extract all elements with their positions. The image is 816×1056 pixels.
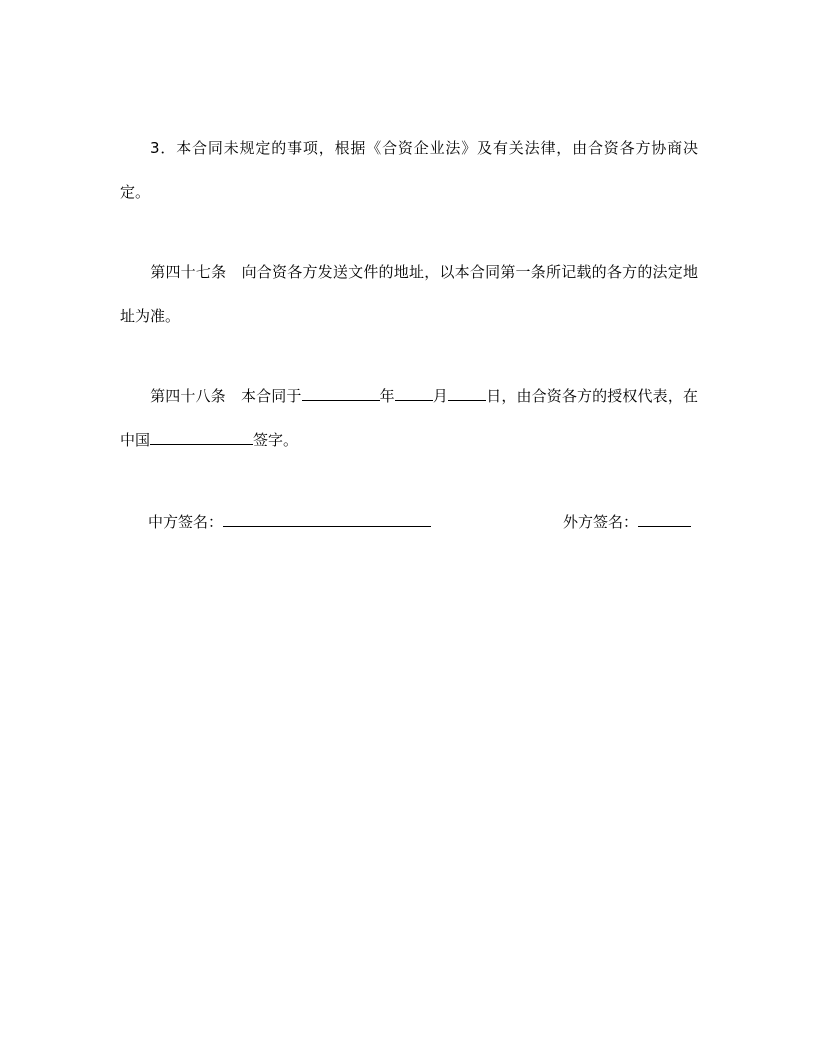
place-blank-line — [150, 430, 253, 445]
clause-3-text: 3．本合同未规定的事项，根据《合资企业法》及有关法律，由合资各方协商决定。 — [120, 139, 698, 201]
article-48-text-start: 本合同于 — [240, 387, 302, 405]
chinese-party-signature — [148, 508, 431, 536]
article-47-heading: 第四十七条 — [150, 263, 227, 281]
day-label: 日，由合资各方的授权代表，在中国 — [120, 387, 698, 449]
chinese-party-label: 中方签名： — [148, 513, 224, 531]
foreign-signature-line — [638, 512, 691, 527]
chinese-signature-line — [223, 512, 431, 527]
clause-3-paragraph — [120, 126, 698, 214]
month-blank-line — [395, 386, 433, 401]
article-48-paragraph — [120, 374, 698, 462]
article-47-text: 向合资各方发送文件的地址，以本合同第一条所记载的各方的法定地址为准。 — [120, 263, 698, 325]
foreign-party-signature — [563, 508, 691, 536]
day-blank-line — [448, 386, 486, 401]
month-label: 月 — [432, 387, 449, 405]
year-label: 年 — [379, 387, 395, 405]
article-47-paragraph — [120, 250, 698, 338]
article-48-heading: 第四十八条 — [150, 387, 226, 405]
year-blank-line — [302, 386, 380, 401]
foreign-party-label: 外方签名： — [563, 513, 639, 531]
article-48-closing: 签字。 — [253, 431, 299, 449]
